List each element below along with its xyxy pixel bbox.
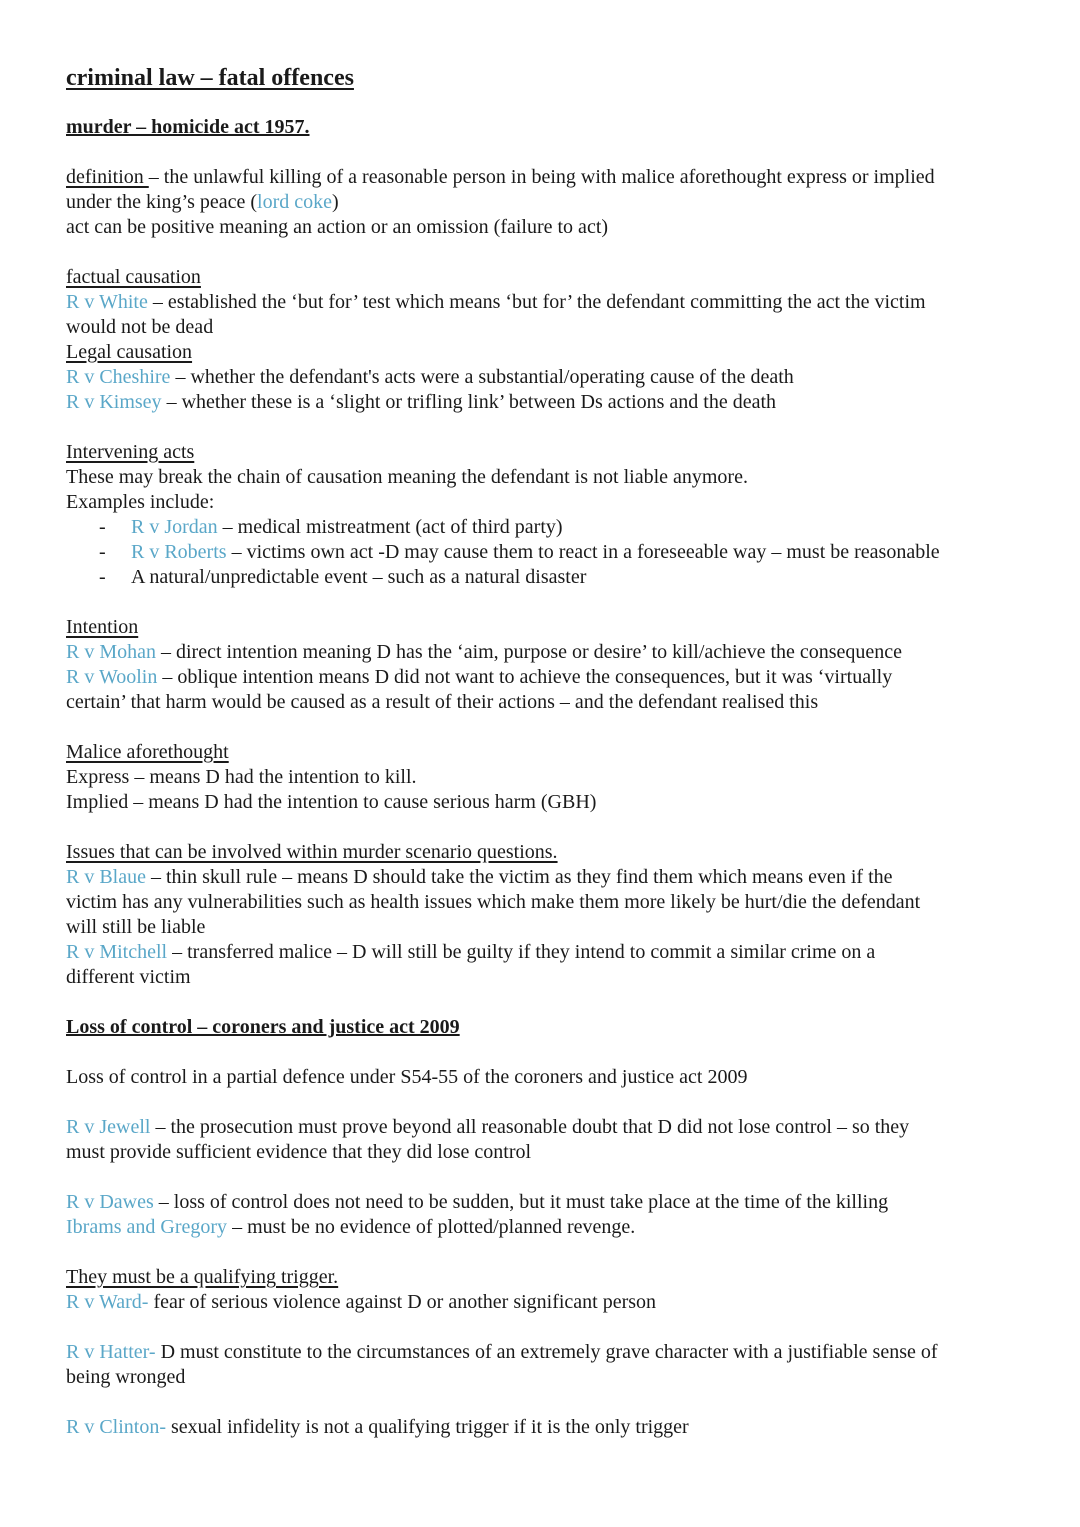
dawes-line	[66, 1190, 1040, 1215]
bullet: -	[99, 541, 106, 563]
blaue-line-3: will still be liable	[66, 916, 206, 938]
list-item	[99, 540, 1040, 565]
issues-heading: Issues that can be involved within murder scenario questions.	[66, 841, 558, 863]
case-name: R v Blaue	[66, 866, 146, 888]
definition-text-2: under the king’s peace (	[66, 191, 258, 213]
case-name: R v Jewell	[66, 1116, 151, 1138]
case-name: R v Ward-	[66, 1291, 149, 1313]
woolin-line-2: certain’ that harm would be caused as a result of their actions – and the defendant realised this	[66, 691, 819, 713]
blaue-line	[66, 865, 1040, 890]
case-text: – transferred malice – D will still be guilty if they intend to commit a similar crime on a	[167, 941, 876, 963]
case-text: – established the ‘but for’ test which means ‘but for’ the defendant committing the act the victim	[147, 291, 926, 313]
cheshire-line	[66, 365, 1040, 390]
list-text: A natural/unpredictable event – such as a natural disaster	[131, 566, 587, 588]
malice-express: Express – means D had the intention to kill.	[66, 766, 417, 788]
intervening-heading: Intervening acts	[66, 441, 195, 463]
definition-line	[66, 165, 1040, 190]
act-line: act can be positive meaning an action or an omission (failure to act)	[66, 216, 609, 238]
case-text: – loss of control does not need to be sudden, but it must take place at the time of the killing	[153, 1191, 889, 1213]
kimsey-line	[66, 390, 1040, 415]
clinton-line	[66, 1415, 1040, 1440]
definition-label: definition	[66, 166, 149, 188]
bullet: -	[99, 516, 106, 538]
case-name: R v Roberts	[131, 541, 227, 563]
mitchell-line	[66, 940, 1040, 965]
case-text: fear of serious violence against D or another significant person	[148, 1291, 657, 1313]
intention-heading: Intention	[66, 616, 139, 638]
factual-causation-heading: factual causation	[66, 266, 201, 288]
case-name: R v Clinton-	[66, 1416, 167, 1438]
definition-line-2	[66, 190, 1040, 215]
case-name: R v Jordan	[131, 516, 218, 538]
malice-heading: Malice aforethought	[66, 741, 229, 763]
intervening-line-2: Examples include:	[66, 491, 215, 513]
bullet: -	[99, 566, 106, 588]
hatter-line	[66, 1340, 1040, 1365]
case-text: – medical mistreatment (act of third party)	[217, 516, 563, 538]
list-item	[99, 565, 1040, 590]
case-text: – direct intention meaning D has the ‘aim, purpose or desire’ to kill/achieve the consequence	[156, 641, 903, 663]
case-name: R v Hatter-	[66, 1341, 156, 1363]
hatter-line-2: being wronged	[66, 1366, 186, 1388]
ward-line	[66, 1290, 1040, 1315]
malice-implied: Implied – means D had the intention to cause serious harm (GBH)	[66, 791, 597, 813]
case-text: – whether the defendant's acts were a substantial/operating cause of the death	[170, 366, 794, 388]
loss-of-control-intro: Loss of control in a partial defence under S54-55 of the coroners and justice act 2009	[66, 1066, 748, 1088]
woolin-line	[66, 665, 1040, 690]
case-name: R v White	[66, 291, 148, 313]
case-name: R v Woolin	[66, 666, 158, 688]
list-item	[99, 515, 1040, 540]
white-line	[66, 290, 1040, 315]
jewell-line	[66, 1115, 1040, 1140]
case-text: – must be no evidence of plotted/planned revenge.	[227, 1216, 636, 1238]
case-name: R v Kimsey	[66, 391, 162, 413]
case-text: sexual infidelity is not a qualifying trigger if it is the only trigger	[166, 1416, 689, 1438]
intervening-line-1: These may break the chain of causation meaning the defendant is not liable anymore.	[66, 466, 748, 488]
trigger-heading: They must be a qualifying trigger.	[66, 1266, 339, 1288]
case-name: lord coke	[257, 191, 333, 213]
case-text: – the prosecution must prove beyond all reasonable doubt that D did not lose control – so they	[150, 1116, 910, 1138]
case-text: D must constitute to the circumstances of an extremely grave character with a justifiable sense of	[155, 1341, 938, 1363]
case-name: Ibrams and Gregory	[66, 1216, 228, 1238]
case-name: R v Dawes	[66, 1191, 154, 1213]
case-text: – whether these is a ‘slight or trifling link’ between Ds actions and the death	[161, 391, 777, 413]
blaue-line-2: victim has any vulnerabilities such as health issues which make them more likely be hurt/die the defendant	[66, 891, 921, 913]
case-text: – oblique intention means D did not want to achieve the consequences, but it was ‘virtually	[157, 666, 893, 688]
mohan-line	[66, 640, 1040, 665]
case-text: – victims own act -D may cause them to react in a foreseeable way – must be reasonable	[226, 541, 940, 563]
jewell-line-2: must provide sufficient evidence that they did lose control	[66, 1141, 532, 1163]
definition-text: – the unlawful killing of a reasonable person in being with malice aforethought express or implied	[148, 166, 935, 188]
ibrams-line	[66, 1215, 1040, 1240]
case-name: R v Mohan	[66, 641, 156, 663]
legal-causation-heading: Legal causation	[66, 341, 193, 363]
case-text: – thin skull rule – means D should take the victim as they find them which means even if the	[146, 866, 893, 888]
case-name: R v Cheshire	[66, 366, 171, 388]
loss-of-control-heading: Loss of control – coroners and justice act 2009	[66, 1016, 460, 1038]
mitchell-line-2: different victim	[66, 966, 191, 988]
murder-heading: murder – homicide act 1957.	[66, 116, 310, 138]
case-name: R v Mitchell	[66, 941, 168, 963]
white-line-2: would not be dead	[66, 316, 214, 338]
page-title: criminal law – fatal offences	[66, 65, 354, 91]
definition-text-3: )	[332, 191, 339, 213]
